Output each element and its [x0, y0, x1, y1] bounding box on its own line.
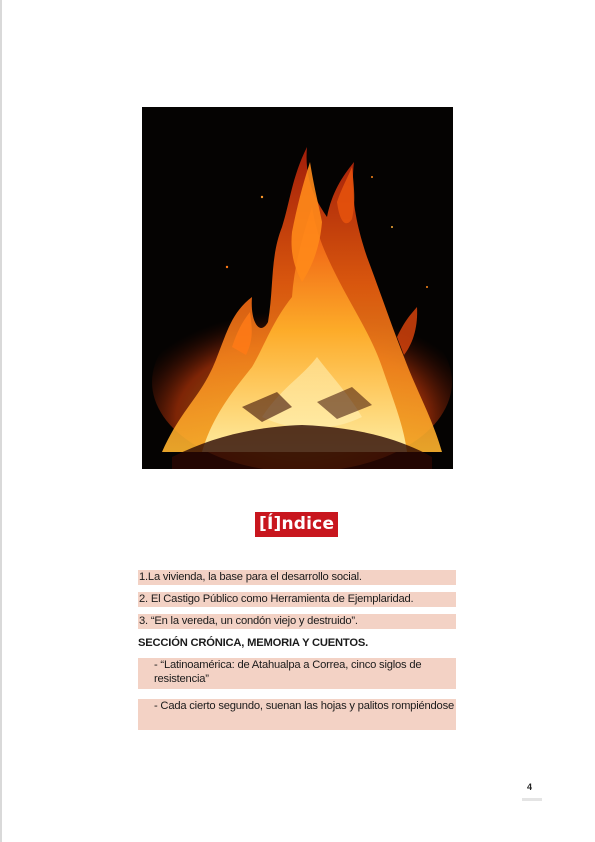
toc-section-label: SECCIÓN CRÓNICA, MEMORIA Y CUENTOS. [138, 637, 369, 649]
page-number: 4 [527, 782, 533, 792]
toc-item[interactable] [138, 614, 456, 629]
toc-subitem[interactable] [138, 699, 456, 730]
toc-subitem-label: - Cada cierto segundo, suenan las hojas y palitos rompiéndose [154, 700, 454, 712]
page-edge [0, 0, 2, 842]
toc-section-heading [138, 636, 456, 651]
toc-item-label: 2. El Castigo Público como Herramienta de Ejemplaridad. [139, 593, 414, 605]
toc-item-label: 1.La vivienda, la base para el desarrollo social. [139, 571, 362, 583]
toc-subitem-label: - “Latinoamérica: de Atahualpa a Correa, cinco siglos de resistencia” [154, 659, 422, 685]
index-title: [Í]ndice [255, 512, 338, 537]
page-number-underline [522, 798, 542, 801]
toc-item-label: 3. “En la vereda, un condón viejo y destruido”. [139, 615, 358, 627]
bonfire-photo [142, 107, 453, 469]
toc-item[interactable] [138, 592, 456, 607]
toc-item[interactable] [138, 570, 456, 585]
toc-subitem[interactable] [138, 658, 456, 689]
